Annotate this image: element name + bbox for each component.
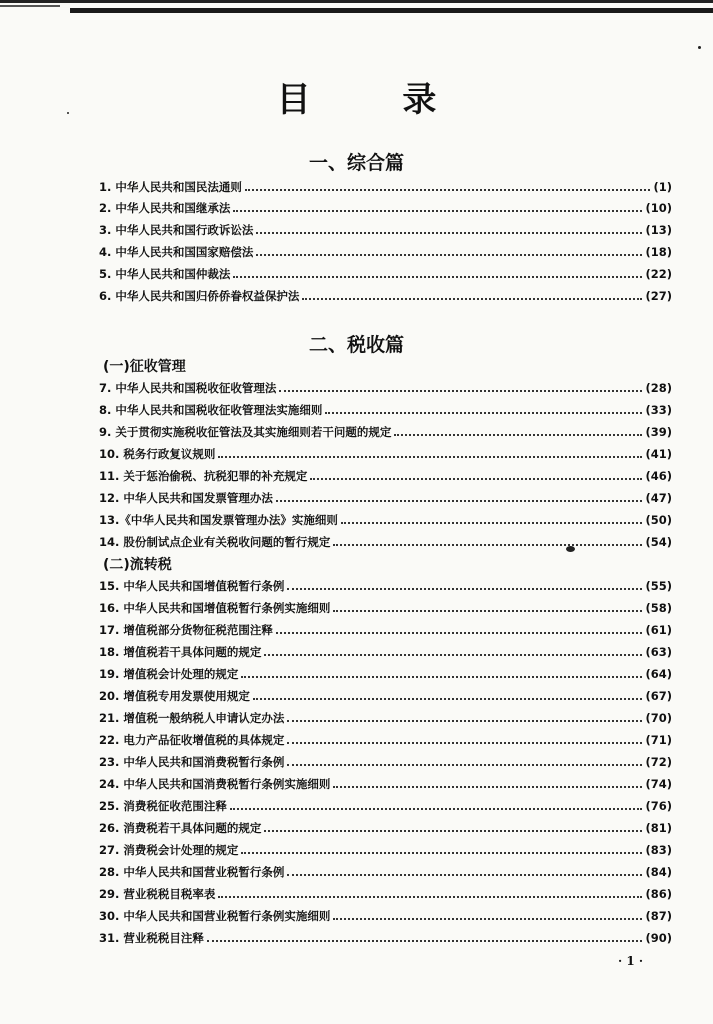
toc-entry-page: (22)	[645, 267, 672, 281]
toc-entry-title: 30. 中华人民共和国营业税暂行条例实施细则	[99, 909, 331, 923]
leader-dots	[310, 478, 642, 480]
toc-entry	[99, 707, 672, 725]
toc-entry-page: (70)	[645, 711, 672, 725]
toc-entry	[99, 641, 672, 659]
toc-entry-page: (72)	[645, 755, 672, 769]
toc-entry	[99, 905, 672, 923]
toc-entry	[99, 663, 672, 681]
toc-entry	[99, 399, 672, 417]
scan-speck	[67, 112, 69, 114]
leader-dots	[287, 720, 642, 722]
toc-entry-title: 3. 中华人民共和国行政诉讼法	[99, 223, 254, 237]
toc-entry	[99, 263, 672, 281]
toc-entry-title: 7. 中华人民共和国税收征收管理法	[99, 381, 277, 395]
toc-entry-page: (10)	[645, 201, 672, 215]
leader-dots	[218, 456, 642, 458]
toc-entry-title: 17. 增值税部分货物征税范围注释	[99, 623, 273, 637]
toc-entry	[99, 377, 672, 395]
toc-entry-page: (13)	[645, 223, 672, 237]
toc-entry-page: (18)	[645, 245, 672, 259]
toc-entry	[99, 219, 672, 237]
toc-entry-title: 5. 中华人民共和国仲裁法	[99, 267, 231, 281]
leader-dots	[341, 522, 643, 524]
toc-entry-page: (54)	[645, 535, 672, 549]
toc-entry	[99, 285, 672, 303]
page-number: · 1 ·	[618, 954, 644, 968]
toc-entry	[99, 861, 672, 879]
toc-entry	[99, 443, 672, 461]
leader-dots	[241, 676, 642, 678]
toc-entry	[99, 197, 672, 215]
toc-entry-title: 1. 中华人民共和国民法通则	[99, 180, 242, 194]
toc-entry	[99, 927, 672, 945]
toc-entry-title: 11. 关于惩治偷税、抗税犯罪的补充规定	[99, 469, 308, 483]
toc-entry-page: (27)	[645, 289, 672, 303]
toc-entry-title: 6. 中华人民共和国归侨侨眷权益保护法	[99, 289, 300, 303]
subsection-heading-turnover-tax: (二)流转税	[103, 557, 172, 573]
scan-speck	[698, 46, 701, 49]
toc-entry-title: 27. 消费税会计处理的规定	[99, 843, 239, 857]
leader-dots	[276, 632, 643, 634]
leader-dots	[264, 654, 642, 656]
toc-entry-page: (63)	[645, 645, 672, 659]
leader-dots	[276, 500, 643, 502]
toc-entry-page: (50)	[645, 513, 672, 527]
toc-entry-title: 9. 关于贯彻实施税收征管法及其实施细则若干问题的规定	[99, 425, 392, 439]
leader-dots	[287, 742, 642, 744]
toc-entry-title: 26. 消费税若干具体问题的规定	[99, 821, 262, 835]
toc-entry-title: 15. 中华人民共和国增值税暂行条例	[99, 579, 285, 593]
toc-entry	[99, 421, 672, 439]
toc-entry-page: (81)	[645, 821, 672, 835]
toc-entry-title: 22. 电力产品征收增值税的具体规定	[99, 733, 285, 747]
toc-entry-title: 21. 增值税一般纳税人申请认定办法	[99, 711, 285, 725]
toc-entry-title: 24. 中华人民共和国消费税暂行条例实施细则	[99, 777, 331, 791]
leader-dots	[394, 434, 642, 436]
toc-entry-title: 19. 增值税会计处理的规定	[99, 667, 239, 681]
toc-entry-title: 23. 中华人民共和国消费税暂行条例	[99, 755, 285, 769]
subsection-heading-collection: (一)征收管理	[103, 359, 186, 375]
toc-entry-title: 13.《中华人民共和国发票管理办法》实施细则	[99, 513, 338, 527]
scan-top-border	[0, 0, 713, 16]
toc-entry-page: (90)	[645, 931, 672, 945]
toc-entry	[99, 883, 672, 901]
leader-dots	[233, 210, 642, 212]
leader-dots	[333, 544, 642, 546]
toc-entry-title: 28. 中华人民共和国营业税暂行条例	[99, 865, 285, 879]
toc-entry-page: (61)	[645, 623, 672, 637]
toc-entry-title: 10. 税务行政复议规则	[99, 447, 216, 461]
toc-entry	[99, 773, 672, 791]
toc-entry-title: 4. 中华人民共和国国家赔偿法	[99, 245, 254, 259]
toc-entry-page: (87)	[645, 909, 672, 923]
leader-dots	[287, 874, 642, 876]
leader-dots	[230, 808, 643, 810]
leader-dots	[233, 276, 642, 278]
toc-entry-title: 18. 增值税若干具体问题的规定	[99, 645, 262, 659]
toc-entry	[99, 619, 672, 637]
toc-entry-title: 29. 营业税税目税率表	[99, 887, 216, 901]
toc-entry	[99, 597, 672, 615]
section-heading-tax: 二、税收篇	[308, 334, 404, 356]
toc-entry-page: (64)	[645, 667, 672, 681]
toc-entry	[99, 817, 672, 835]
leader-dots	[325, 412, 642, 414]
toc-entry	[99, 839, 672, 857]
toc-entry-title: 20. 增值税专用发票使用规定	[99, 689, 250, 703]
leader-dots	[287, 588, 642, 590]
toc-entry-page: (58)	[645, 601, 672, 615]
leader-dots	[218, 896, 642, 898]
toc-entry-page: (76)	[645, 799, 672, 813]
toc-entry-title: 16. 中华人民共和国增值税暂行条例实施细则	[99, 601, 331, 615]
toc-entry-title: 12. 中华人民共和国发票管理办法	[99, 491, 273, 505]
toc-entry-title: 2. 中华人民共和国继承法	[99, 201, 231, 215]
leader-dots	[245, 189, 651, 191]
leader-dots	[256, 232, 642, 234]
toc-entry	[99, 795, 672, 813]
toc-entry	[99, 176, 672, 194]
toc-entry-page: (74)	[645, 777, 672, 791]
leader-dots	[256, 254, 642, 256]
leader-dots	[279, 390, 642, 392]
toc-entry-page: (47)	[645, 491, 672, 505]
toc-entry	[99, 729, 672, 747]
leader-dots	[333, 918, 642, 920]
toc-entry	[99, 751, 672, 769]
toc-entry-page: (71)	[645, 733, 672, 747]
leader-dots	[333, 786, 642, 788]
toc-entry-page: (67)	[645, 689, 672, 703]
toc-entry	[99, 241, 672, 259]
leader-dots	[264, 830, 642, 832]
leader-dots	[253, 698, 643, 700]
toc-entry-page: (55)	[645, 579, 672, 593]
toc-entry-title: 25. 消费税征收范围注释	[99, 799, 227, 813]
toc-entry-page: (41)	[645, 447, 672, 461]
leader-dots	[207, 940, 643, 942]
toc-entry	[99, 685, 672, 703]
toc-entry	[99, 487, 672, 505]
toc-entry-page: (1)	[653, 180, 672, 194]
toc-entry-page: (33)	[645, 403, 672, 417]
toc-entry	[99, 465, 672, 483]
toc-entry	[99, 509, 672, 527]
toc-entry-page: (86)	[645, 887, 672, 901]
leader-dots	[241, 852, 642, 854]
toc-entry	[99, 575, 672, 593]
toc-entry-title: 31. 营业税税目注释	[99, 931, 204, 945]
toc-entry-title: 14. 股份制试点企业有关税收问题的暂行规定	[99, 535, 331, 549]
leader-dots	[302, 298, 642, 300]
leader-dots	[287, 764, 642, 766]
toc-entry-page: (84)	[645, 865, 672, 879]
toc-entry-page: (39)	[645, 425, 672, 439]
toc-entry-title: 8. 中华人民共和国税收征收管理法实施细则	[99, 403, 323, 417]
toc-entry-page: (46)	[645, 469, 672, 483]
toc-entry-page: (28)	[645, 381, 672, 395]
toc-entry	[99, 531, 672, 549]
toc-entry-page: (83)	[645, 843, 672, 857]
section-heading-general: 一、综合篇	[308, 152, 404, 174]
scan-speck	[566, 546, 575, 552]
page-title: 目 录	[276, 80, 477, 120]
leader-dots	[333, 610, 642, 612]
